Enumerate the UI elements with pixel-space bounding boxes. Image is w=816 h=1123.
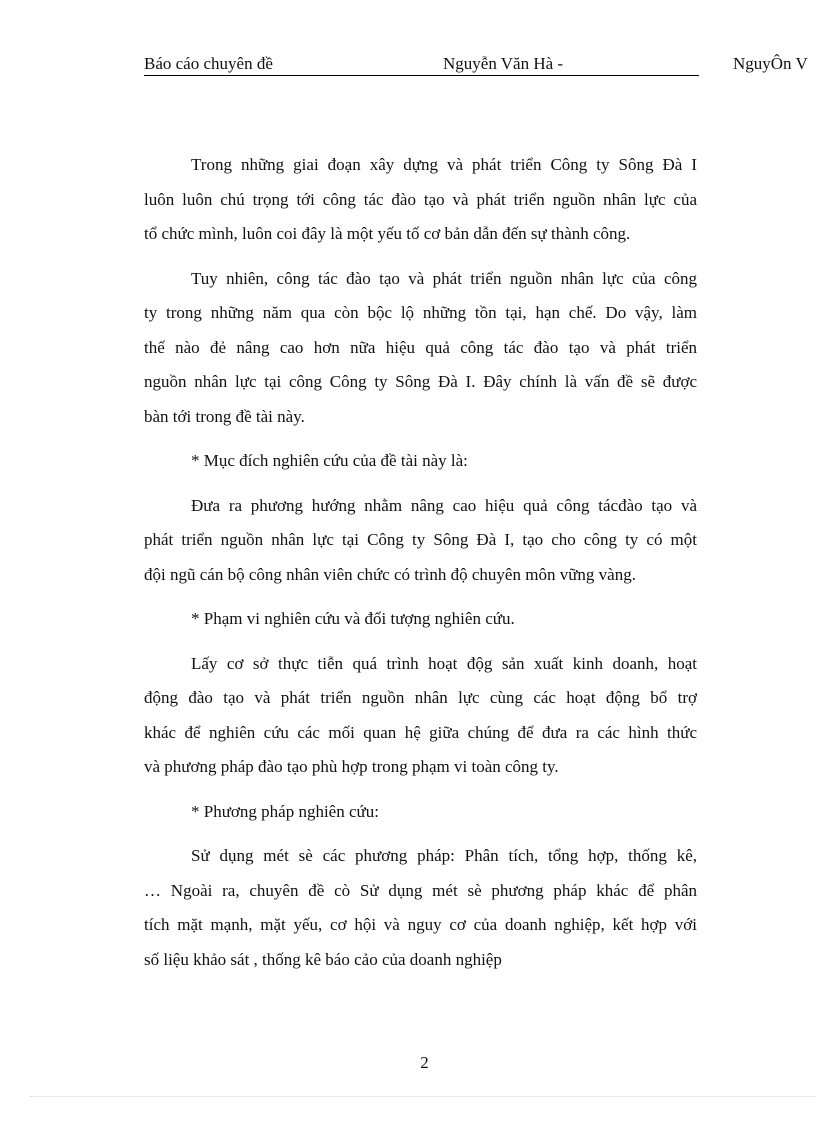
text-line: Đưa ra phương hướng nhằm nâng cao hiệu quả công tácđào tạo và xyxy=(191,495,697,515)
text-line: đội ngũ cán bộ công nhân viên chức có trình độ chuyên môn vững vàng. xyxy=(144,564,636,584)
paragraph xyxy=(144,839,697,977)
text-line: bàn tới trong đề tài này. xyxy=(144,406,305,426)
text-line: động đào tạo và phát triển nguồn nhân lực cùng các hoạt động bổ trợ xyxy=(144,688,697,707)
text-line: … Ngoài ra, chuyên đề cò Sử dụng mét sè phương pháp khác để phân xyxy=(144,880,697,900)
page-bottom-divider xyxy=(30,1096,816,1097)
document-body xyxy=(144,148,697,977)
text-line: tích mặt mạnh, mặt yếu, cơ hội và nguy cơ của doanh nghiệp, kết hợp với xyxy=(144,915,697,934)
section-heading-scope xyxy=(144,602,697,637)
text-line: Trong những giai đoạn xây dựng và phát triển Công ty Sông Đà I xyxy=(191,155,697,174)
section-heading-method xyxy=(144,795,697,830)
page-number: 2 xyxy=(420,1053,429,1072)
text-line: ty trong những năm qua còn bộc lộ những tồn tại, hạn chế. Do vậy, làm xyxy=(144,303,697,322)
header-report-title: Báo cáo chuyên đề xyxy=(144,54,273,73)
header-author-name: Nguyễn Văn Hà - xyxy=(443,54,564,73)
text-line: tổ chức mình, luôn coi đây là một yếu tố cơ bản dẫn đến sự thành công. xyxy=(144,224,631,243)
text-line: số liệu khảo sát , thống kê báo cảo của doanh nghiệp xyxy=(144,949,502,969)
text-line: * Mục đích nghiên cứu của đề tài này là: xyxy=(191,451,468,470)
text-line: * Phạm vi nghiên cứu và đối tượng nghiên cứu. xyxy=(191,609,515,628)
paragraph xyxy=(144,262,697,435)
text-line: thế nào đẻ nâng cao hơn nữa hiệu quả công tác đào tạo và phát triển xyxy=(144,337,697,357)
text-line: khác để nghiên cứu các mối quan hệ giữa chúng để đưa ra các hình thức xyxy=(144,722,697,742)
text-line: và phương pháp đào tạo phù hợp trong phạm vi toàn công ty. xyxy=(144,757,559,776)
paragraph xyxy=(144,489,697,593)
header-running-text: NguyÔn V xyxy=(733,54,808,73)
paragraph xyxy=(144,647,697,785)
text-line: Lấy cơ sở thực tiễn quá trình hoạt độg sản xuất kinh doanh, hoạt xyxy=(191,653,697,673)
paragraph xyxy=(144,148,697,252)
text-line: luôn luôn chú trọng tới công tác đào tạo và phát triển nguồn nhân lực của xyxy=(144,189,697,209)
section-heading-purpose xyxy=(144,444,697,479)
header-underline xyxy=(144,75,699,76)
text-line: nguồn nhân lực tại công Công ty Sông Đà I. Đây chính là vấn đề sẽ được xyxy=(144,372,697,391)
text-line: * Phương pháp nghiên cứu: xyxy=(191,801,379,821)
text-line: Tuy nhiên, công tác đào tạo và phát triển nguồn nhân lực của công xyxy=(191,268,697,288)
text-line: Sử dụng mét sè các phương pháp: Phân tích, tổng hợp, thống kê, xyxy=(191,846,697,865)
text-line: phát triển nguồn nhân lực tại Công ty Sông Đà I, tạo cho công ty có một xyxy=(144,530,697,549)
